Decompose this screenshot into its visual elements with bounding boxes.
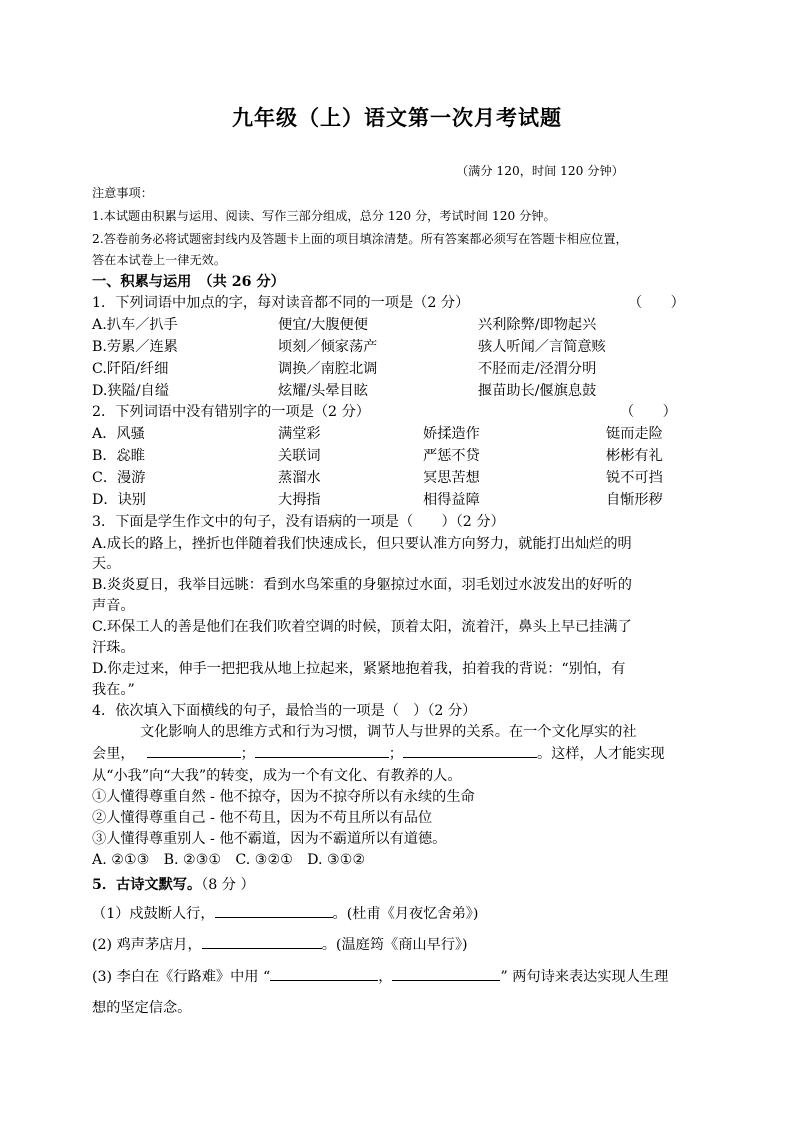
q4-choices: A. ②①③ B. ②③① C. ③②① D. ③①②	[92, 852, 366, 868]
option-label: C．漫游	[92, 470, 146, 486]
q4-passage-text: 文化影响人的思维方式和行为习惯，调节人与世界的关系。在一个文化厚实的社	[140, 724, 637, 740]
q1-answer-bracket: （ ）	[628, 295, 685, 311]
q5-score: （8 分 ）	[201, 877, 255, 893]
punct: ；	[240, 746, 255, 762]
option-label: B．惢睢	[92, 448, 145, 464]
q5-item-text: (3) 李白在《行路难》中用 “	[92, 969, 271, 985]
q3-option-b-cont: 声音。	[92, 598, 135, 614]
q5-item-1	[92, 903, 478, 923]
option-word: 蒸溜水	[278, 470, 321, 486]
option-word: 锐不可挡	[606, 470, 663, 486]
option-word: 大拇指	[278, 492, 321, 508]
q5-item-3-cont: 想的坚定信念。	[92, 1000, 192, 1016]
notice-item-2-cont: 答在本试卷上一律无效。	[92, 253, 227, 267]
option-label: A．风骚	[92, 426, 145, 442]
option-label: C.阡陌/纤细	[92, 361, 169, 377]
q3-option-b: B.炎炎夏日，我举目远眺：看到水鸟笨重的身躯掠过水面，羽毛划过水波发出的好听的	[92, 577, 632, 593]
q3-option-a-cont: 天。	[92, 556, 121, 572]
option-label: A.扒车／扒手	[92, 317, 178, 333]
option-pair: 调换／南腔北调	[278, 361, 378, 377]
option-pair: 不胫而走/泾渭分明	[478, 361, 597, 377]
option-pair: 炫耀/头晕目眩	[278, 383, 368, 399]
q4-blank-1[interactable]	[147, 743, 241, 758]
option-word: 铤而走险	[606, 426, 663, 442]
notice-heading: 注意事项：	[92, 186, 153, 200]
option-word: 关联词	[278, 448, 321, 464]
q4-passage-text: 。这样，人才能实现	[536, 746, 665, 762]
q3-option-a: A.成长的路上，挫折也伴随着我们快速成长，但只要认准方向努力，就能打出灿烂的明	[92, 536, 632, 552]
q4-passage-line-3: 从“小我”向“大我”的转变，成为一个有文化、有教养的人。	[92, 768, 462, 784]
q5-item-text: (2) 鸡声茅店月，	[92, 937, 202, 953]
q2-answer-bracket: （ ）	[620, 404, 677, 420]
q4-passage-text: 会里，	[92, 746, 135, 762]
option-label: D．诀别	[92, 492, 146, 508]
option-word: 彬彬有礼	[606, 448, 663, 464]
punct: ，	[378, 969, 393, 985]
q5-item-source: 。(杜甫《月夜忆舍弟》)	[332, 906, 479, 922]
q4-sentence-3: ③人懂得尊重别人 - 他不霸道，因为不霸道所以有道德。	[92, 831, 447, 847]
option-pair: 顷刻／倾家荡产	[278, 339, 378, 355]
option-word: 满堂彩	[278, 426, 321, 442]
q3-option-d: D.你走过来，伸手一把把我从地上拉起来，紧紧地抱着我，拍着我的背说：“别怕，有	[92, 661, 626, 677]
q1-stem: 1．下列词语中加点的字，每对读音都不同的一项是（2 分）	[92, 295, 470, 311]
q4-blank-2[interactable]	[255, 743, 389, 758]
option-label: B.劳累／连累	[92, 339, 178, 355]
option-pair: 揠苗助长/偃旗息鼓	[478, 383, 597, 399]
q3-stem: 3．下面是学生作文中的句子，没有语病的一项是（ ）（2 分）	[92, 514, 505, 530]
q5-blank-2[interactable]	[202, 934, 322, 949]
option-label: D.狭隘/自缢	[92, 383, 169, 399]
option-word: 自惭形秽	[606, 492, 663, 508]
q5-item-text: ” 两句诗来表达实现人生理	[500, 969, 669, 985]
option-word: 娇揉造作	[423, 426, 480, 442]
q4-sentence-1: ①人懂得尊重自然 - 他不掠夺，因为不掠夺所以有永续的生命	[92, 789, 475, 805]
q4-sentence-2: ②人懂得尊重自己 - 他不苟且，因为不苟且所以有品位	[92, 810, 433, 826]
q2-stem: 2．下列词语中没有错别字的一项是（2 分）	[92, 404, 370, 420]
q4-passage-line-2	[92, 743, 665, 763]
q5-item-source: 。(温庭筠《商山早行》)	[321, 937, 468, 953]
q5-item-2	[92, 934, 468, 954]
q5-item-text: （1）戍鼓断人行，	[92, 906, 215, 922]
q4-stem: 4．依次填入下面横线的句子，最恰当的一项是（ ）（2 分）	[92, 703, 477, 719]
section-heading: 一、积累与运用 （共 26 分）	[92, 274, 285, 290]
q4-passage-line-1	[92, 721, 637, 741]
q5-blank-4[interactable]	[392, 966, 500, 981]
q4-blank-3[interactable]	[403, 743, 537, 758]
option-pair: 兴利除弊/即物起兴	[478, 317, 597, 333]
notice-item-2: 2.答卷前务必将试题密封线内及答题卡上面的项目填涂清楚。所有答案都必须写在答题卡相应位置，	[92, 232, 628, 246]
q5-blank-1[interactable]	[215, 903, 333, 918]
option-pair: 便宜/大腹便便	[278, 317, 368, 333]
q3-option-c-cont: 汗珠。	[92, 640, 135, 656]
option-word: 冥思苦想	[423, 470, 480, 486]
q5-blank-3[interactable]	[270, 966, 378, 981]
q3-option-d-cont: 我在。”	[92, 682, 135, 698]
score-time-note: （满分 120，时间 120 分钟）	[456, 164, 624, 178]
option-pair: 骇人听闻／言简意赅	[478, 339, 606, 355]
punct: ；	[388, 746, 403, 762]
option-word: 相得益障	[423, 492, 480, 508]
notice-item-1: 1.本试题由积累与运用、阅读、写作三部分组成，总分 120 分，考试时间 120 分钟。	[92, 209, 556, 223]
option-word: 严惩不贷	[423, 448, 480, 464]
q3-option-c: C.环保工人的善是他们在我们吹着空调的时候，顶着太阳，流着汗，鼻头上早已挂满了	[92, 619, 632, 635]
q5-item-3	[92, 966, 668, 986]
q5-title: 5．古诗文默写。	[92, 877, 202, 893]
page-title: 九年级（上）语文第一次月考试题	[232, 105, 562, 130]
q5-heading	[92, 874, 255, 894]
